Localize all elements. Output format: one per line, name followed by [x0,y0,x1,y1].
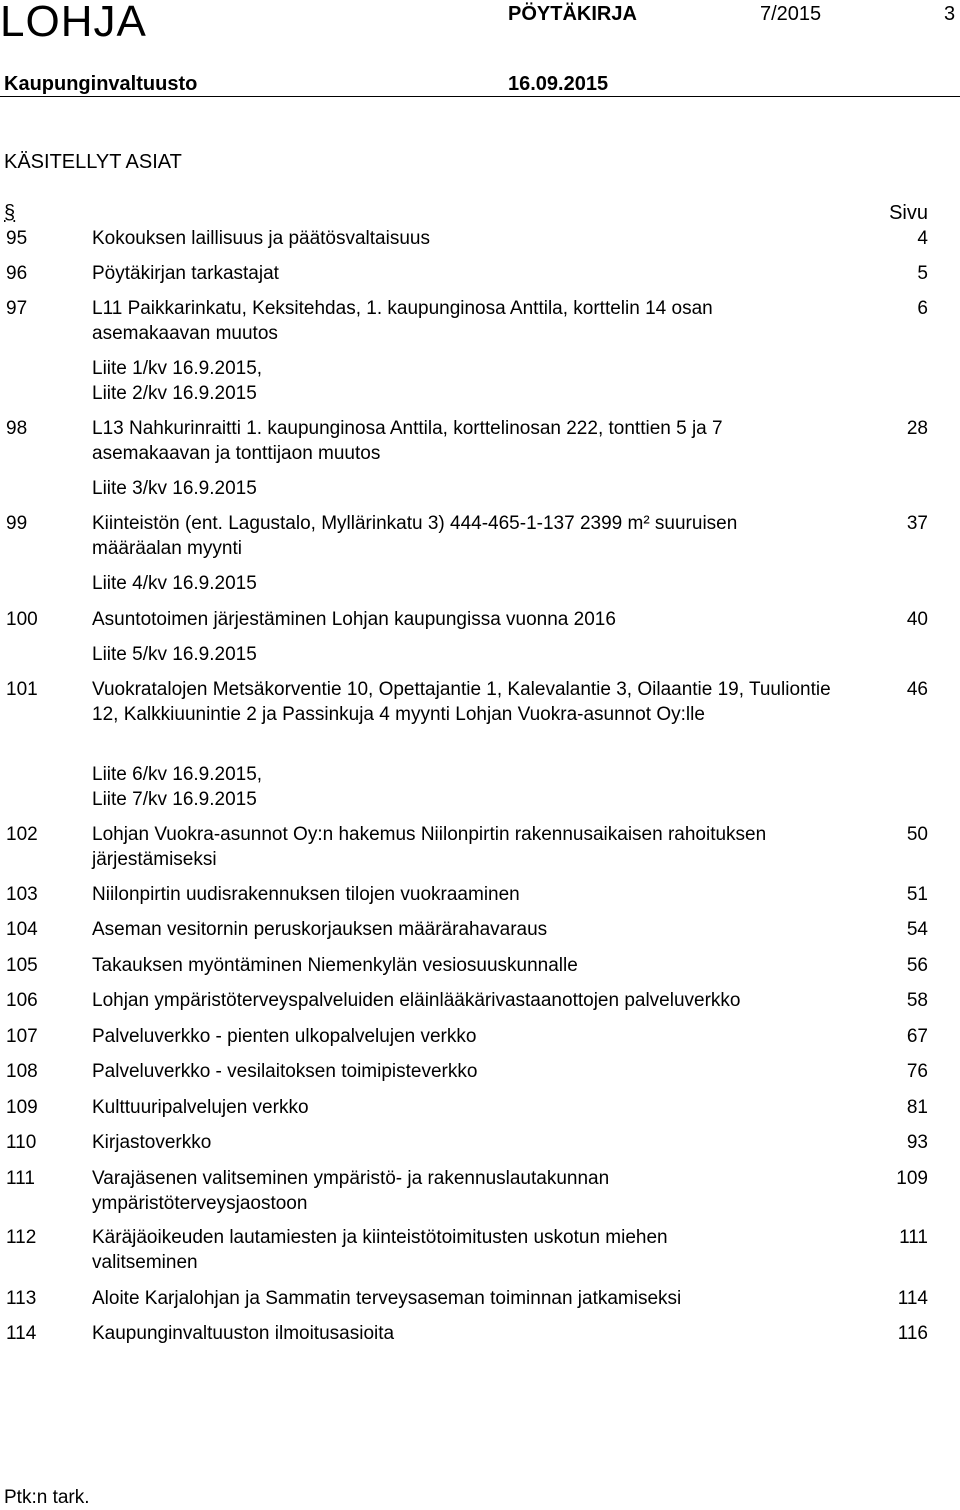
entry-title: Vuokratalojen Metsäkorventie 10, Opettajantie 1, Kalevalantie 3, Oilaantie 19, Tuuliontie 12, Kalkkiuunintie 2 ja Passinkuja 4 myynti Lohjan Vuokra-asunnot Oy:lle [92,679,831,725]
entry-page: 67 [906,1026,928,1047]
entry-number: 107 [6,1026,38,1047]
entry-number: 110 [6,1132,37,1153]
entry-title: Asuntotoimen järjestäminen Lohjan kaupungissa vuonna 2016 [92,609,616,630]
entry-attachment: Liite 1/kv 16.9.2015, [92,358,263,379]
entry-page: 28 [906,418,928,439]
entry-page: 4 [917,228,928,249]
header-divider [0,96,960,97]
entry-number: 100 [6,609,38,630]
entry-number: 104 [6,919,38,940]
entry-number: 103 [6,884,38,905]
entry-number: 101 [6,679,38,700]
city-logo: LOHJA [0,0,147,46]
entry-number: 113 [6,1288,37,1309]
entry-title: Pöytäkirjan tarkastajat [92,263,279,284]
footer-initials-label: Ptk:n tark. [4,1487,90,1508]
document-header [0,0,960,100]
entry-number: 105 [6,955,38,976]
entry-title: Aseman vesitornin peruskorjauksen määrärahavaraus [92,919,548,940]
paragraph-column-header: § [4,202,16,224]
entry-page: 76 [906,1061,928,1082]
entry-number: 111 [6,1168,35,1189]
entry-page: 81 [906,1097,928,1118]
entry-page: 111 [899,1227,928,1248]
entry-page: 6 [917,298,928,319]
entry-page: 40 [906,609,928,630]
entry-page: 50 [906,824,928,845]
entry-page: 37 [906,513,928,534]
entry-title: Kaupunginvaltuuston ilmoitusasioita [92,1323,395,1344]
entry-number: 98 [6,418,28,439]
entry-page: 54 [906,919,928,940]
entry-page: 109 [896,1168,928,1189]
entry-number: 97 [6,298,28,319]
entry-title: L11 Paikkarinkatu, Keksitehdas, 1. kaupunginosa Anttila, korttelin 14 osan asemakaavan muutos [92,298,713,344]
entry-page: 114 [897,1288,928,1309]
entry-page: 93 [906,1132,928,1153]
entry-attachment: Liite 3/kv 16.9.2015 [92,478,257,499]
entry-title: Niilonpirtin uudisrakennuksen tilojen vuokraaminen [92,884,520,905]
entry-title: L13 Nahkurinraitti 1. kaupunginosa Anttila, korttelinosan 222, tonttien 5 ja 7 asemakaavan ja tonttijaon muutos [92,418,723,464]
entry-number: 102 [6,824,38,845]
entry-attachment: Liite 7/kv 16.9.2015 [92,789,257,810]
meeting-date: 16.09.2015 [508,73,609,95]
entry-title: Varajäsenen valitseminen ympäristö- ja rakennuslautakunnan ympäristöterveysjaostoon [92,1168,610,1214]
entry-title: Käräjäoikeuden lautamiesten ja kiinteistötoimitusten uskotun miehen valitseminen [92,1227,668,1273]
entry-number: 108 [6,1061,38,1082]
section-title: KÄSITELLYT ASIAT [4,151,182,173]
page-column-header: Sivu [889,202,928,224]
entry-title: Palveluverkko - vesilaitoksen toimipisteverkko [92,1061,478,1082]
entry-number: 106 [6,990,38,1011]
entry-page: 116 [897,1323,928,1344]
entry-number: 99 [6,513,28,534]
entry-number: 112 [6,1227,37,1248]
council-name: Kaupunginvaltuusto [4,73,198,95]
document-type: PÖYTÄKIRJA [508,3,637,25]
entry-title: Lohjan Vuokra-asunnot Oy:n hakemus Niilonpirtin rakennusaikaisen rahoituksen järjestämiseksi [92,824,767,870]
document-number: 7/2015 [760,3,822,25]
entry-title: Lohjan ympäristöterveyspalveluiden eläinlääkärivastaanottojen palveluverkko [92,990,741,1011]
entry-title: Kirjastoverkko [92,1132,212,1153]
entry-title: Aloite Karjalohjan ja Sammatin terveysaseman toiminnan jatkamiseksi [92,1288,682,1309]
entry-page: 56 [906,955,928,976]
entry-title: Takauksen myöntäminen Niemenkylän vesiosuuskunnalle [92,955,578,976]
entry-title: Palveluverkko - pienten ulkopalvelujen verkko [92,1026,477,1047]
entry-number: 114 [6,1323,37,1344]
entry-number: 109 [6,1097,38,1118]
entry-number: 95 [6,228,28,249]
entry-page: 46 [906,679,928,700]
page-number: 3 [944,3,956,25]
entry-attachment: Liite 4/kv 16.9.2015 [92,573,257,594]
entry-title: Kiinteistön (ent. Lagustalo, Myllärinkatu 3) 444-465-1-137 2399 m² suuruisen määräalan myynti [92,513,738,559]
entry-page: 58 [906,990,928,1011]
entry-title: Kokouksen laillisuus ja päätösvaltaisuus [92,228,430,249]
entry-number: 96 [6,263,28,284]
entry-page: 51 [906,884,928,905]
entry-page: 5 [917,263,928,284]
entry-attachment: Liite 2/kv 16.9.2015 [92,383,257,404]
entry-title: Kulttuuripalvelujen verkko [92,1097,309,1118]
entry-attachment: Liite 5/kv 16.9.2015 [92,644,257,665]
entry-attachment: Liite 6/kv 16.9.2015, [92,764,263,785]
